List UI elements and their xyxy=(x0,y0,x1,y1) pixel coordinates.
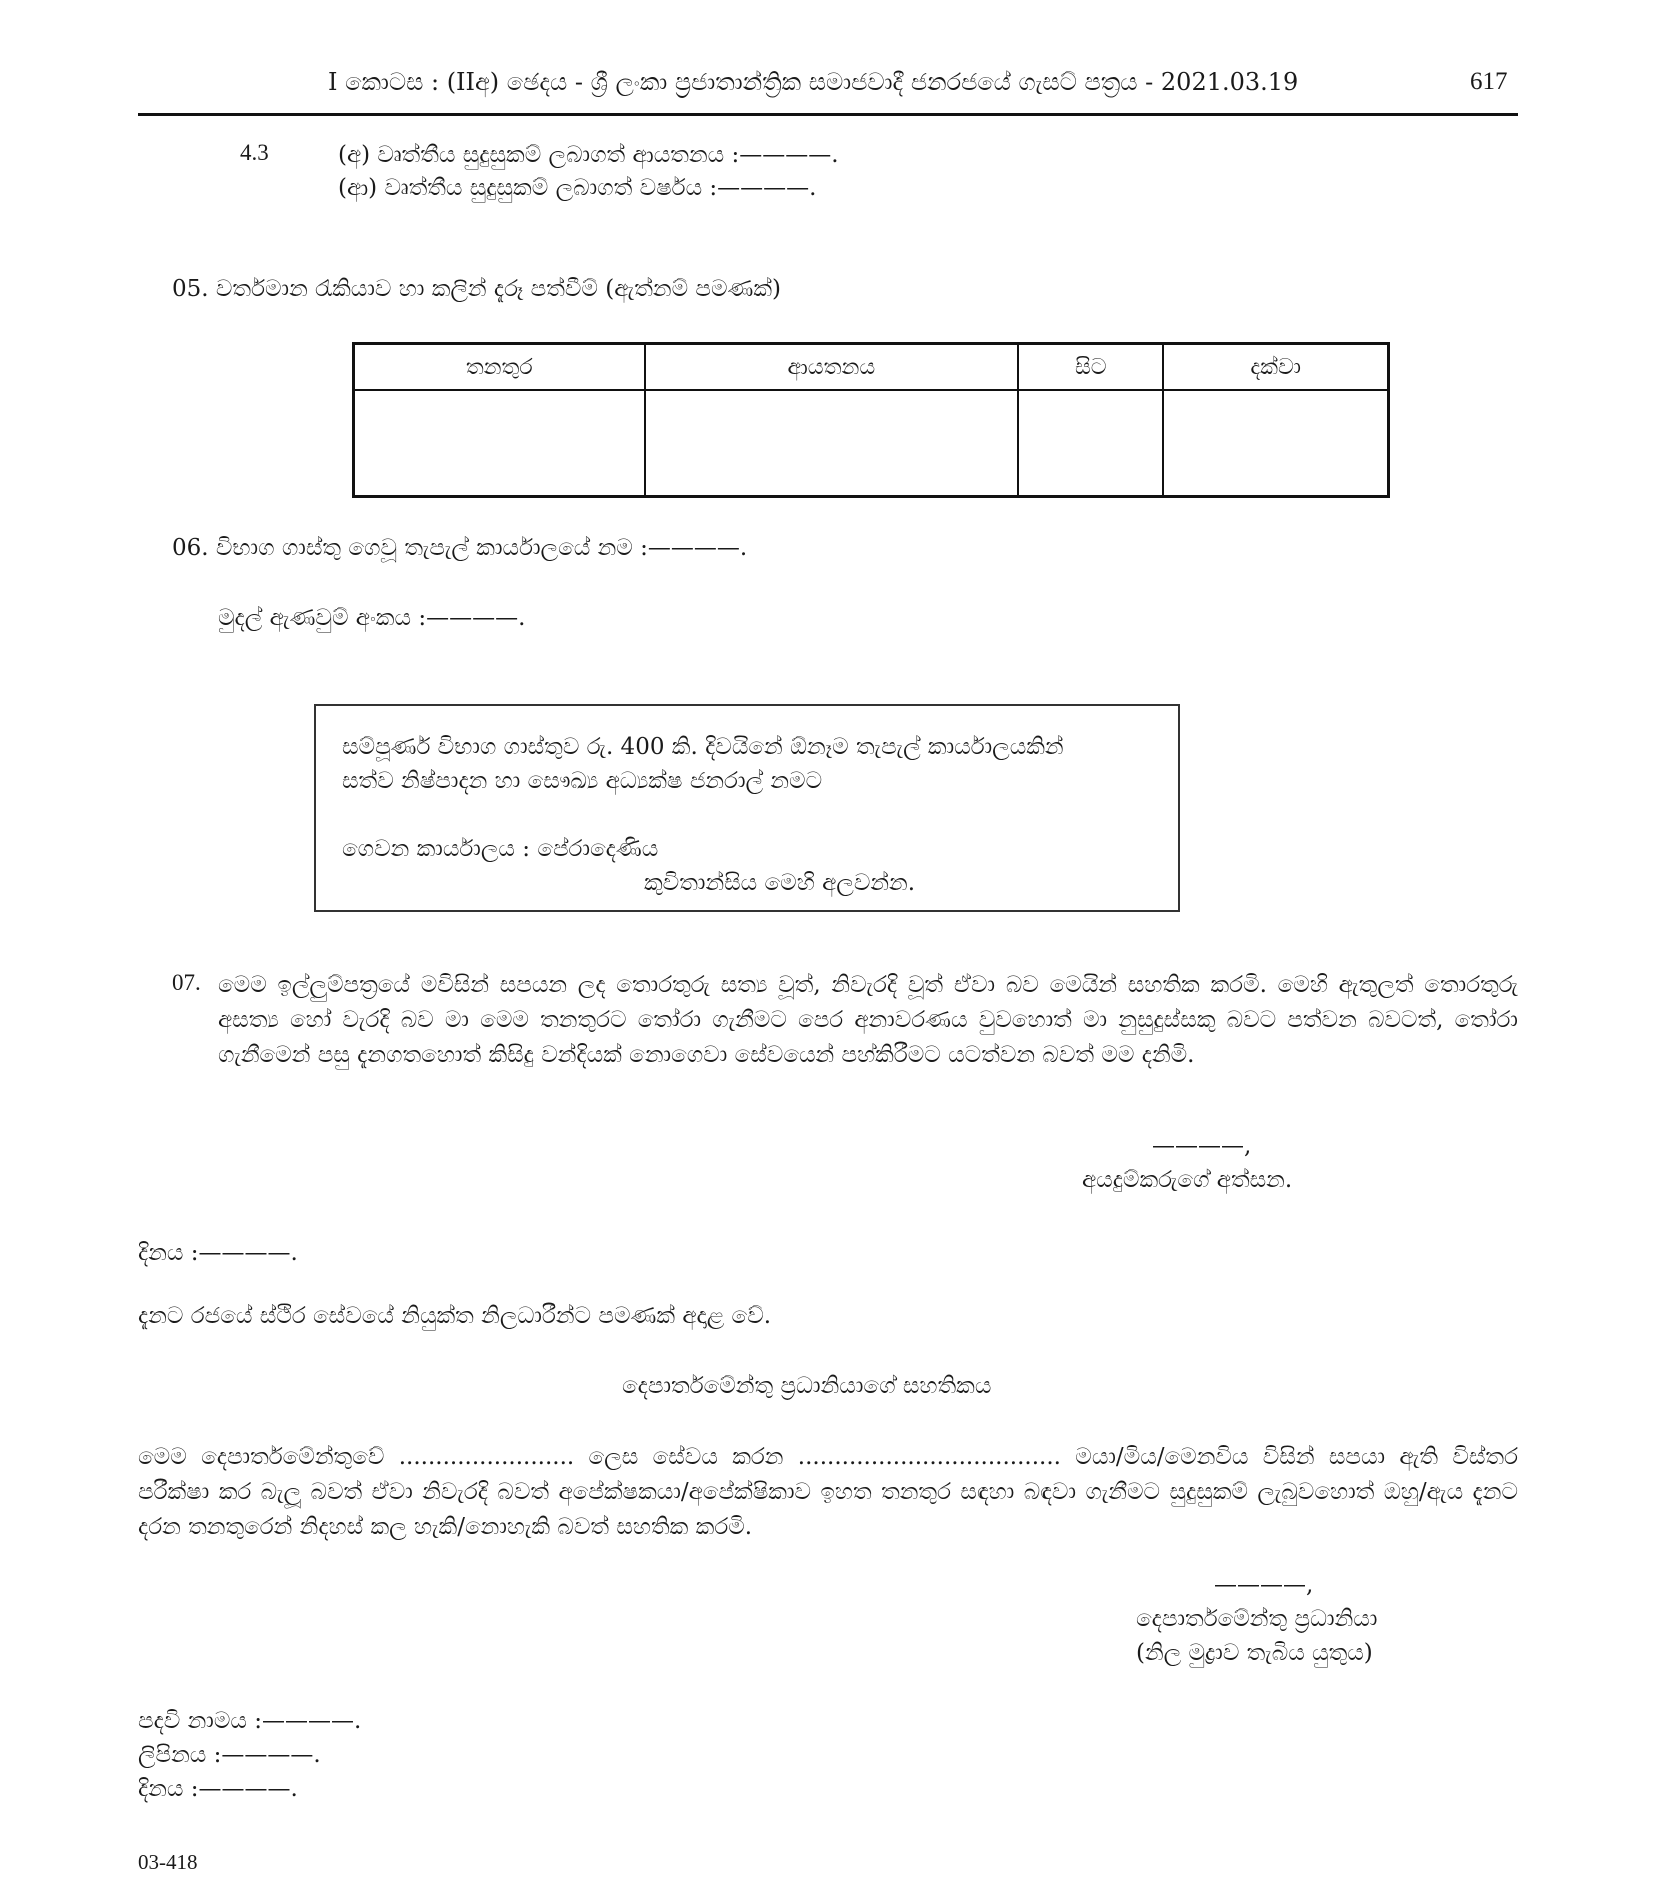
page-number: 617 xyxy=(1470,68,1508,95)
applicant-date-line: දිනය :————. xyxy=(138,1240,298,1266)
fee-receipt-box xyxy=(314,704,1180,912)
official-seal-note: (නිල මුද්‍රාව තැබිය යුතුය) xyxy=(1136,1640,1373,1666)
column-header-post: තනතුර xyxy=(354,344,645,391)
column-header-from: සිට xyxy=(1018,344,1163,391)
fee-box-line-2: සත්ව නිෂ්පාදන හා සෞඛ්‍ය අධ්‍යක්ෂ ජනරාල් නමට xyxy=(342,768,823,794)
table-cell-to[interactable] xyxy=(1163,390,1388,497)
employment-table xyxy=(352,342,1390,498)
section-06-money-order-number: මුදල් ඇණවුම් අංකය :————. xyxy=(218,605,526,631)
table-cell-institution[interactable] xyxy=(645,390,1019,497)
table-cell-from[interactable] xyxy=(1018,390,1163,497)
designation-field: පදවි නාමය :————. xyxy=(138,1708,362,1734)
table-cell-post[interactable] xyxy=(354,390,645,497)
section-07-declaration: මෙම ඉල්ලුම්පත්‍රයේ මවිසින් සපයන ලද තොරතුරු සත්‍ය වූත්, නිවැරදි වූත් ඒවා බව මෙයින් සහතික කරමි. මෙහි ඇතුලත් තොරතුරු අසත්‍ය හෝ වැරදි බව මා මෙම තනතුරට තෝරා ගැනීමට පෙර අනාවරණය වුවහොත් මා නුසුදුස්සකු බවට පත්වන බවටත්, තෝරා ගැනීමෙන් පසු දැනගතහොත් කිසිදු වන්දියක් නොගෙවා සේවයෙන් පහ්කිරීමට යටත්වන බවත් මම දනිමි. xyxy=(218,972,1518,1068)
fee-box-line-4: කුවිතාන්සිය මෙහි අලවන්න. xyxy=(644,870,916,896)
fee-box-line-1: සම්පූර්ණ විභාග ගාස්තුව රු. 400 කි. දිවයිනේ ඕනෑම තැපැල් කාර්යාලයකින් xyxy=(342,734,1064,760)
section-06-post-office: 06. විභාග ගාස්තු ගෙවූ තැපැල් කාර්යාලයේ නම :————. xyxy=(172,535,748,561)
section-4-3-line-aa: (ආ) වෘත්තීය සුදුසුකම් ලබාගත් වර්ෂය :————. xyxy=(338,175,817,201)
footer-code: 03-418 xyxy=(138,1850,198,1874)
certificate-text: මෙම දෙපාර්තමේන්තුවේ ........................ ලෙස සේවය කරන .................................... මයා/මිය/මෙනවිය විසින් සපයා ඇති විස්තර පරීක්ෂා කර බැලූ බවත් ඒවා නිවැරදි බවත් අපේක්ෂකයා/අපේක්ෂිකාව ඉහත තනතුර සඳහා බඳවා ගැනීමට සුදුසුකම් ලැබුවහොත් ඔහු/ඇය දැනට දරන තනතුරෙන් නිදහස් කල හැකි/නොහැකි බවත් සහතික කරමි. xyxy=(138,1444,1518,1540)
employment-table-header-row xyxy=(354,344,1389,391)
certificate-title: දෙපාර්තමේන්තු ප්‍රධානියාගේ සහතිකය xyxy=(622,1373,992,1399)
column-header-institution: ආයතනය xyxy=(645,344,1019,391)
employment-table-row xyxy=(354,390,1389,497)
applicant-signature-label: අයදුම්කරුගේ අත්සන. xyxy=(1082,1167,1293,1193)
section-4-3-line-a: (අ) වෘත්තීය සුදුසුකම් ලබාගත් ආයතනය :————. xyxy=(338,142,839,168)
address-field: ලිපිනය :————. xyxy=(138,1742,321,1768)
gazette-header-title: I කොටස : (IIඅ) ඡෙදය - ශ්‍රී ලංකා ප්‍රජාතාන්ත්‍රික සමාජවාදී ජනරජයේ ගැසට් පත්‍රය - 2021.03.19 xyxy=(328,68,1299,96)
section-07-number: 07. xyxy=(172,970,201,995)
head-signature-line: ————, xyxy=(1214,1572,1314,1598)
header-rule xyxy=(138,113,1518,116)
fee-box-line-3: ගෙවන කාර්යාලය : පේරාදෙණිය xyxy=(342,836,659,862)
date-field: දිනය :————. xyxy=(138,1776,298,1802)
section-05-heading: 05. වර්තමාන රැකියාව හා කලින් දැරූ පත්වීම් (ඇත්නම් පමණක්) xyxy=(172,276,782,302)
head-signature-label: දෙපාර්තමේන්තු ප්‍රධානියා xyxy=(1136,1606,1378,1632)
applicant-signature-line: ————, xyxy=(1152,1133,1252,1159)
permanent-service-note: දැනට රජයේ ස්ථිර සේවයේ නියුක්ත නිලධාරීන්ට පමණක් අදාළ වේ. xyxy=(138,1303,772,1329)
column-header-to: දක්වා xyxy=(1163,344,1388,391)
section-4-3-number: 4.3 xyxy=(240,140,269,165)
